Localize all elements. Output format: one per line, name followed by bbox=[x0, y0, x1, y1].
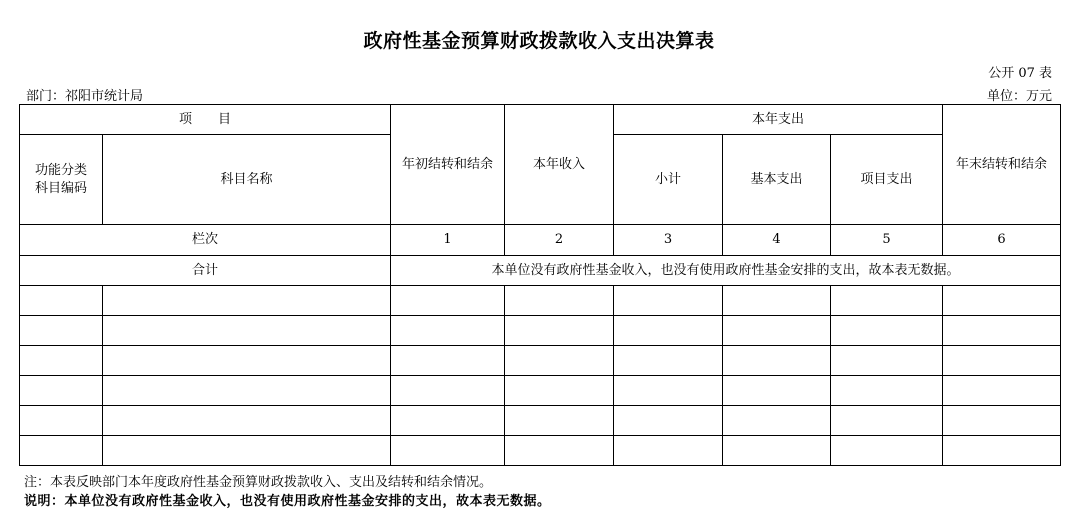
empty-cell bbox=[723, 316, 831, 346]
header-current-income: 本年收入 bbox=[505, 105, 614, 225]
table-row bbox=[20, 346, 1061, 376]
empty-cell bbox=[20, 436, 103, 466]
empty-cell bbox=[103, 346, 391, 376]
empty-cell bbox=[831, 286, 943, 316]
empty-cell bbox=[614, 346, 723, 376]
empty-cell bbox=[943, 376, 1061, 406]
column-index-cell: 3 bbox=[614, 225, 723, 256]
empty-cell bbox=[103, 316, 391, 346]
empty-cell bbox=[943, 316, 1061, 346]
page-title: 政府性基金预算财政拨款收入支出决算表 bbox=[363, 30, 715, 52]
empty-cell bbox=[723, 436, 831, 466]
column-index-cell: 6 bbox=[943, 225, 1061, 256]
empty-cell bbox=[20, 346, 103, 376]
column-index-cell: 2 bbox=[505, 225, 614, 256]
footnote: 注：本表反映部门本年度政府性基金预算财政拨款收入、支出及结转和结余情况。 bbox=[24, 475, 493, 490]
empty-cell bbox=[723, 346, 831, 376]
total-row-label: 合计 bbox=[20, 256, 391, 286]
header-beginning-balance: 年初结转和结余 bbox=[391, 105, 505, 225]
empty-cell bbox=[723, 286, 831, 316]
empty-cell bbox=[20, 286, 103, 316]
empty-cell bbox=[614, 316, 723, 346]
empty-cell bbox=[391, 376, 505, 406]
header-basic-expense: 基本支出 bbox=[723, 135, 831, 225]
empty-cell bbox=[943, 346, 1061, 376]
header-project: 项 目 bbox=[20, 105, 391, 135]
empty-cell bbox=[391, 406, 505, 436]
column-index-cell: 1 bbox=[391, 225, 505, 256]
header-func-code: 功能分类科目编码 bbox=[20, 135, 103, 225]
empty-cell bbox=[723, 376, 831, 406]
empty-cell bbox=[20, 406, 103, 436]
empty-cell bbox=[20, 316, 103, 346]
empty-cell bbox=[831, 406, 943, 436]
empty-cell bbox=[103, 436, 391, 466]
empty-cell bbox=[505, 316, 614, 346]
column-index-label: 栏次 bbox=[20, 225, 391, 256]
empty-cell bbox=[943, 286, 1061, 316]
empty-cell bbox=[831, 376, 943, 406]
empty-cell bbox=[614, 406, 723, 436]
empty-cell bbox=[943, 406, 1061, 436]
table-row bbox=[20, 316, 1061, 346]
empty-cell bbox=[614, 376, 723, 406]
column-index-cell: 5 bbox=[831, 225, 943, 256]
table-row bbox=[20, 436, 1061, 466]
empty-cell bbox=[505, 406, 614, 436]
header-subject-name: 科目名称 bbox=[103, 135, 391, 225]
empty-cell bbox=[391, 286, 505, 316]
empty-cell bbox=[505, 286, 614, 316]
empty-cell bbox=[831, 436, 943, 466]
empty-cell bbox=[943, 436, 1061, 466]
explanation-text: 说明：本单位没有政府性基金收入，也没有使用政府性基金安排的支出，故本表无数据。 bbox=[24, 494, 551, 509]
empty-cell bbox=[831, 346, 943, 376]
total-row-message: 本单位没有政府性基金收入，也没有使用政府性基金安排的支出，故本表无数据。 bbox=[391, 256, 1061, 286]
header-project-expense: 项目支出 bbox=[831, 135, 943, 225]
empty-cell bbox=[103, 376, 391, 406]
empty-cell bbox=[103, 406, 391, 436]
header-current-expense: 本年支出 bbox=[614, 105, 943, 135]
empty-cell bbox=[391, 436, 505, 466]
table-row bbox=[20, 406, 1061, 436]
header-subtotal: 小计 bbox=[614, 135, 723, 225]
empty-cell bbox=[103, 286, 391, 316]
unit-label: 单位：万元 bbox=[986, 89, 1052, 104]
column-index-cell: 4 bbox=[723, 225, 831, 256]
table-row bbox=[20, 286, 1061, 316]
empty-cell bbox=[505, 376, 614, 406]
empty-cell bbox=[614, 436, 723, 466]
table-code: 公开 07 表 bbox=[988, 66, 1052, 81]
department-label: 部门：祁阳市统计局 bbox=[26, 89, 144, 104]
empty-cell bbox=[20, 376, 103, 406]
table-row bbox=[20, 376, 1061, 406]
empty-cell bbox=[391, 346, 505, 376]
budget-table bbox=[19, 104, 1061, 466]
empty-cell bbox=[505, 346, 614, 376]
header-ending-balance: 年末结转和结余 bbox=[943, 105, 1061, 225]
empty-cell bbox=[391, 316, 505, 346]
empty-cell bbox=[614, 286, 723, 316]
empty-cell bbox=[505, 436, 614, 466]
empty-cell bbox=[831, 316, 943, 346]
empty-cell bbox=[723, 406, 831, 436]
